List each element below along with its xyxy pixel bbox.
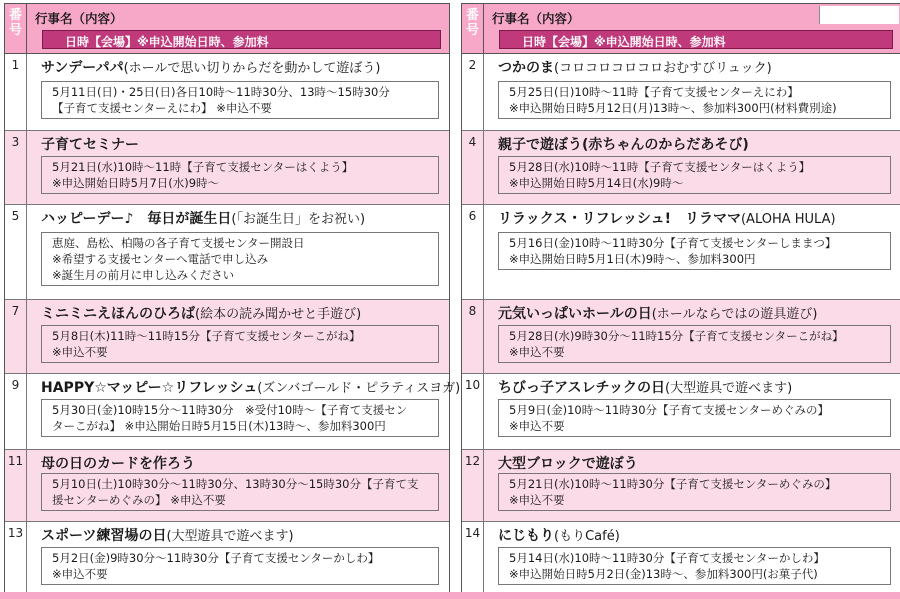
event-row [462,450,900,522]
event-row [462,205,900,300]
event-title-detail: (「お誕生日」をお祝い) [231,212,366,227]
event-title-detail: (ズンバゴールド・ピラティスヨガ) [257,381,461,396]
event-detail-line: 5月21日(水)10時～11時【子育て支援センターはくよう】 [52,160,354,174]
datetime-header-bar [42,30,441,49]
event-title [498,134,749,154]
event-title [498,453,638,473]
number-header-char-1: 番 [8,8,22,23]
event-detail-line: ※申込開始日時5月2日(金)13時～、参加料300円(お菓子代) [509,567,818,581]
event-detail-line: 5月8日(木)11時～11時15分【子育て支援センターこがね】 [52,329,361,343]
event-details-box [41,156,439,194]
event-title-detail: (ホールならではの遊具遊び) [651,307,818,322]
event-title [41,134,139,154]
event-title [498,525,620,545]
event-detail-line: ※申込不要 [509,493,565,507]
event-title [41,525,294,545]
event-detail-line: ※希望する支援センターへ電話で申し込み [52,252,269,266]
event-number: 13 [5,522,27,599]
event-title [498,303,818,323]
number-column-header [5,4,27,54]
event-detail-line: ターこがね】 ※申込開始日時5月15日(木)13時～、参加料300円 [52,419,386,433]
event-title-bold: ちびっ子アスレチックの日 [498,380,666,396]
event-title-detail: (大型遊具で遊べます) [665,381,793,396]
event-detail-line: ※申込開始日時5月1日(木)9時～、参加料300円 [509,252,756,266]
event-title-detail: (コロコロコロコロおむすびリュック) [554,61,772,76]
event-number: 9 [5,374,27,449]
event-title-detail: (ALOHA HULA) [740,212,836,227]
event-details-box [41,325,439,363]
event-title [41,453,195,473]
event-number: 11 [5,450,27,521]
event-title-bold: ミニミニえほんのひろば [41,306,195,322]
bottom-pink-band [0,592,900,599]
event-detail-line: 【子育て支援センターえにわ】 ※申込不要 [52,101,272,115]
event-title-bold: ハッピーデー♪ 毎日が誕生日 [41,211,232,227]
event-row [5,131,449,205]
event-title [41,377,460,397]
event-details-box [498,156,891,194]
event-number: 5 [5,205,27,299]
event-number: 4 [462,131,484,204]
event-details-box [498,232,891,270]
event-number: 7 [5,300,27,373]
event-title [498,57,772,77]
event-number: 12 [462,450,484,521]
event-detail-line: ※誕生月の前月に申し込みください [52,268,235,282]
event-detail-line: 5月11日(日)・25日(日)各日10時～11時30分、13時～15時30分 [52,85,390,99]
event-detail-line: ※申込開始日時5月14日(水)9時～ [509,176,684,190]
left-column [4,3,461,599]
event-row [5,450,449,522]
event-title-bold: 大型ブロックで遊ぼう [498,456,638,472]
event-title-detail: (絵本の読み聞かせと手遊び) [195,307,362,322]
number-column-header [462,4,484,54]
event-title-bold: リラックス・リフレッシュ! リラママ [498,211,741,227]
event-detail-line: ※申込開始日時5月12日(月)13時～、参加料300円(材料費別途) [509,101,837,115]
event-title-bold: つかのま [498,60,554,76]
event-row [462,131,900,205]
event-row [5,54,449,131]
event-detail-line: 援センターめぐみの】 ※申込不要 [52,493,226,507]
event-title-bold: 母の日のカードを作ろう [41,456,195,472]
datetime-header-label: 日時【会場】※申込開始日時、参加料 [522,35,726,49]
event-number: 14 [462,522,484,599]
event-detail-line: 5月14日(水)10時～11時30分【子育て支援センターかしわ】 [509,551,825,565]
event-details-box [498,547,891,585]
event-number: 10 [462,374,484,449]
event-detail-line: ※申込不要 [509,345,565,359]
event-number: 2 [462,54,484,130]
event-row [462,374,900,450]
event-detail-line: 5月30日(金)10時15分～11時30分 ※受付10時～【子育て支援セン [52,403,408,417]
event-detail-line: 5月9日(金)10時～11時30分【子育て支援センターめぐみの】 [509,403,830,417]
number-header-char-2: 号 [465,23,479,38]
event-title-bold: 子育てセミナー [41,137,139,153]
event-name-header: 行事名（内容） [492,11,580,26]
event-details-box [498,81,891,119]
event-table-page [2,3,898,597]
event-details-box [498,399,891,437]
event-row [5,300,449,374]
datetime-header-bar [499,30,893,49]
event-number: 6 [462,205,484,299]
event-title-bold: 元気いっぱいホールの日 [498,306,652,322]
number-header-char-2: 号 [8,23,22,38]
event-details-box [41,473,439,511]
event-details-box [498,473,891,511]
event-details-box [41,81,439,119]
event-number: 1 [5,54,27,130]
event-row [5,374,461,450]
event-title [41,208,365,228]
event-row [5,522,449,599]
event-number: 3 [5,131,27,204]
event-detail-line: 5月16日(金)10時～11時30分【子育て支援センターしままつ】 [509,236,837,250]
event-detail-line: 5月28日(水)10時～11時【子育て支援センターはくよう】 [509,160,811,174]
event-detail-line: 5月2日(金)9時30分～11時30分【子育て支援センターかしわ】 [52,551,380,565]
event-detail-line: ※申込不要 [52,345,108,359]
event-details-box [41,232,439,286]
event-detail-line: 5月25日(日)10時～11時【子育て支援センターえにわ】 [509,85,799,99]
event-title-detail: (大型遊具で遊べます) [166,529,294,544]
event-title-detail: (ホールで思い切りからだを動かして遊ぼう) [123,61,381,76]
event-title-bold: 親子で遊ぼう(赤ちゃんのからだあそび) [498,137,749,153]
event-detail-line: 5月21日(水)10時～11時30分【子育て支援センターめぐみの】 [509,477,837,491]
table-header-left [5,4,449,54]
event-title [41,57,381,77]
corner-blank-box [819,6,899,24]
event-title-bold: HAPPY☆マッピー☆リフレッシュ [41,380,258,396]
event-title [498,208,836,228]
event-title-bold: サンデーパパ [41,60,124,76]
event-detail-line: ※申込不要 [52,567,108,581]
event-title [498,377,792,397]
event-details-box [41,547,439,585]
event-title [41,303,361,323]
number-header-char-1: 番 [465,8,479,23]
event-detail-line: ※申込不要 [509,419,565,433]
event-detail-line: 5月28日(水)9時30分～11時15分【子育て支援センターこがね】 [509,329,844,343]
event-row [462,54,900,131]
event-detail-line: 恵庭、島松、柏陽の各子育て支援センター開設日 [52,236,305,250]
event-row [462,300,900,374]
event-details-box [498,325,891,363]
event-title-bold: にじもり [498,528,554,544]
datetime-header-label: 日時【会場】※申込開始日時、参加料 [65,35,269,49]
event-row [5,205,449,300]
event-row [462,522,900,599]
event-detail-line: ※申込開始日時5月7日(水)9時～ [52,176,220,190]
event-number: 8 [462,300,484,373]
right-column [461,3,900,599]
event-detail-line: 5月10日(土)10時30分～11時30分、13時30分～15時30分【子育て支 [52,477,419,491]
event-name-header: 行事名（内容） [35,11,123,26]
event-details-box [41,399,439,437]
event-title-detail: (もりCafé) [554,529,620,544]
event-title-bold: スポーツ練習場の日 [41,528,167,544]
